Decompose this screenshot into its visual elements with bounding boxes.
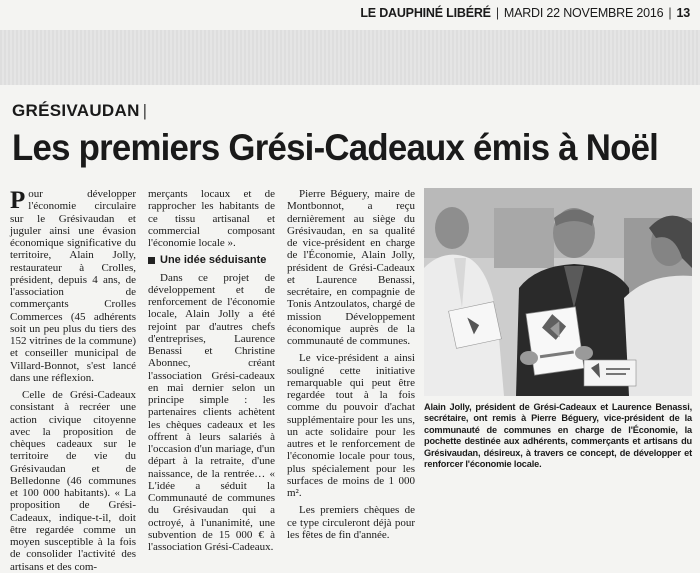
article-headline: Les premiers Grési-Cadeaux émis à Noël bbox=[12, 127, 659, 168]
section-label bbox=[12, 101, 147, 121]
photo-illustration bbox=[424, 188, 692, 396]
photo-caption: Alain Jolly, président de Grési-Cadeaux et Laurence Benassi, secrétaire, ont remis à Pierre Béguery, vice-président de la communauté de communes en charge de l'Économie, la pochette destinée aux adhérents, commerçants et artisans du Grésivaudan, désireux, à travers ce concept, de développer et renforcer l'économie locale. bbox=[424, 402, 692, 470]
masthead-separator: | bbox=[495, 6, 499, 20]
subheading-text: Une idée séduisante bbox=[160, 254, 267, 267]
paragraph: Pierre Béguery, maire de Montbonnot, a reçu dernièrement au siège du Grésivaudan, en sa qualité de vice-président en charge de l'Économie, Alain Jolly, président de Grési-Cadeaux et Laurence Benassi, secrétaire, en compagnie de Tonis Antzoulatos, chargé de mission Développement économique auprès de la communauté de communes. bbox=[287, 188, 415, 347]
section-bar: | bbox=[142, 101, 148, 120]
paragraph: Dans ce projet de développement et de renforcement de l'économie locale, Alain Jolly a été rejoint par d'autres chefs d'entreprises, Laurence Benassi et Christine Abonnec, créant l'association Grési-cadeaux en mai dernier selon un principe simple : les partenaires clients achètent les chèques cadeaux et les offrent à leurs salariés à l'occasion d'un mariage, d'un départ à la retraite, d'une naissance, de la rentrée… « L'idée a séduit la Communauté de communes du Grésivaudan qui a octroyé, à l'unanimité, une subvention de 15 000 € à l'association Grési-Cadeaux. bbox=[148, 271, 275, 553]
article-photo bbox=[424, 188, 692, 396]
article-column-3 bbox=[287, 188, 415, 541]
drop-cap: P bbox=[10, 187, 26, 214]
paragraph: merçants locaux et de rapprocher les habitants de ce tissu artisanal et commercial composant l'économie locale ». bbox=[148, 188, 275, 249]
advert-band bbox=[0, 30, 700, 85]
issue-date: MARDI 22 NOVEMBRE 2016 bbox=[503, 6, 664, 20]
subheading bbox=[148, 254, 275, 266]
paragraph: Les premiers chèques de ce type circuleront déjà pour les fêtes de fin d'année. bbox=[287, 504, 415, 541]
masthead-separator: | bbox=[668, 6, 672, 20]
paragraph bbox=[10, 188, 136, 384]
masthead bbox=[360, 6, 690, 20]
article-column-2 bbox=[148, 188, 275, 553]
paragraph: Celle de Grési-Cadeaux consistant à recréer une action civique citoyenne avec la proposition de chèques cadeaux sur le territoire de vie du Grésivaudan et de Belledonne (46 communes et 100 000 habitants). « La proposition de Grési-Cadeaux, indique-t-il, doit être regardée comme un moyen susceptible à la fois de consolider l'activité des artisans et des com- bbox=[10, 389, 136, 573]
paragraph-text: our développer l'économie circulaire sur le Grésivaudan et juguler ainsi une évasion économique significative du territoire, Alain Jolly, restaurateur à Crolles, président, depuis 4 ans, de l'association de commerçants Crolles Commerces (45 adhérents soit un peu plus du tiers des 152 vitrines de la commune) et conseiller municipal de Villard-Bonnot, s'est lancé dans une réflexion. bbox=[10, 188, 136, 384]
article-column-1 bbox=[10, 187, 136, 573]
square-bullet-icon bbox=[148, 257, 155, 264]
page-number: 13 bbox=[676, 6, 690, 20]
paragraph: Le vice-président a ainsi souligné cette initiative remarquable qui peut être regardée tout à la fois comme du pouvoir d'achat supplémentaire pour les uns, un acte solidaire pour les autres et le renforcement de l'économie locale pour tous, plus spécialement pour les surfaces de moins de 1 000 m². bbox=[287, 352, 415, 499]
newspaper-name: LE DAUPHINÉ LIBÉRÉ bbox=[360, 6, 491, 20]
section-name: GRÉSIVAUDAN bbox=[12, 101, 140, 120]
